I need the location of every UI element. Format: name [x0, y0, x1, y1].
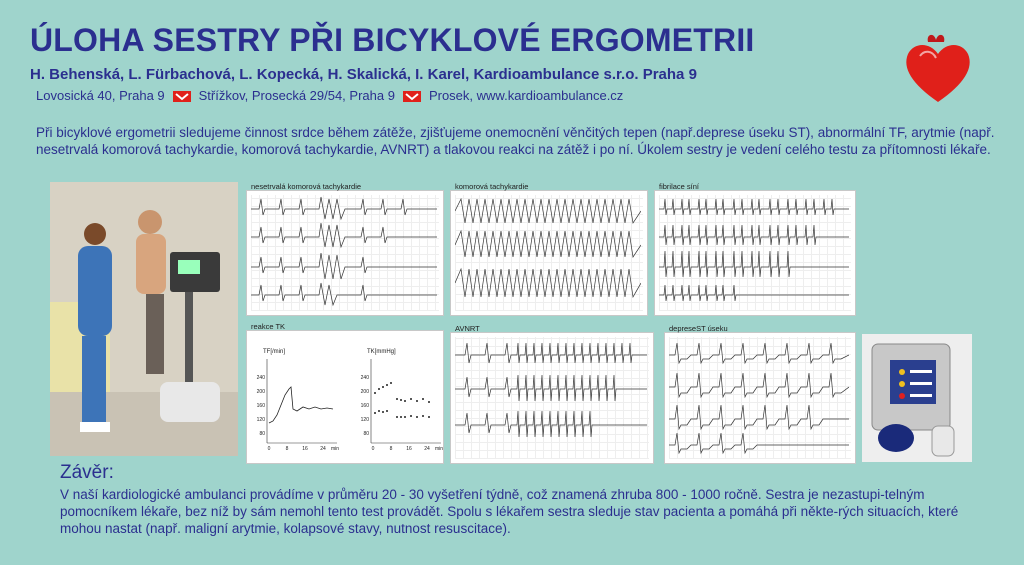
ytick: 200 — [256, 389, 265, 395]
address-part-2: Střížkov, Prosecká 29/54, Praha 9 — [198, 88, 395, 103]
panel-label: AVNRT — [455, 324, 480, 333]
xtick: 0 — [371, 446, 375, 452]
conclusion-heading: Závěr: — [60, 462, 114, 483]
poster-title: ÚLOHA SESTRY PŘI BICYKLOVÉ ERGOMETRII — [30, 22, 755, 58]
ytick: 160 — [360, 403, 369, 409]
ytick: 120 — [256, 417, 265, 423]
yticks-left — [257, 375, 266, 437]
xtick: 8 — [389, 446, 393, 452]
bp-reaction-chart — [247, 331, 443, 463]
ecg-panel-vt — [450, 182, 648, 316]
bp-systolic-points — [374, 382, 430, 403]
conclusion-text: V naší kardiologické ambulanci provádíme v průměru 20 - 30 vyšetření týdně, což znamená zhruba 800 - 1000 ročně. Sestra je nezastupi-telným pomocníkem lékaře, bez níž by sám nemohl tento test provádět. Spolu s lékařem sestra sleduje stav pacienta a pomáhá při někte-rých situacích, které mohou nastat (např. maligní arytmie, kolapsové stavy, nutnost resuscitace). — [60, 487, 959, 536]
yticks-right — [361, 375, 370, 437]
ecg-panel-st-depression — [664, 324, 856, 464]
ytick: 80 — [259, 431, 265, 437]
ytick: 240 — [256, 375, 265, 381]
ecg-panel-avnrt — [450, 324, 654, 464]
ecg-strip — [669, 337, 851, 459]
bp-diastolic-points — [374, 410, 430, 418]
ytick: 120 — [360, 417, 369, 423]
ytick: 200 — [360, 389, 369, 395]
ecg-strip — [455, 337, 649, 459]
address-part-1: Lovosická 40, Praha 9 — [36, 88, 165, 103]
panel-label: fibrilace síní — [659, 182, 700, 191]
ecg-strip — [455, 195, 643, 311]
authors-line: H. Behenská, L. Fürbachová, L. Kopecká, H. Skalická, I. Karel, Kardioambulance s.r.o. Praha 9 — [30, 66, 697, 83]
ytick: 240 — [360, 375, 369, 381]
xtick: 0 — [267, 446, 271, 452]
xtick: 24 — [424, 446, 430, 452]
address-part-3: Prosek, www.kardioambulance.cz — [428, 88, 624, 103]
ecg-panel-af — [654, 182, 856, 316]
left-ylabel: TF[/min] — [263, 349, 285, 355]
ytick: 80 — [363, 431, 369, 437]
ecg-strip — [251, 195, 439, 311]
panel-label: reakce TK — [251, 322, 286, 331]
address-line — [36, 88, 623, 103]
defibrillator-photo — [862, 334, 972, 462]
xtick: 16 — [302, 446, 308, 452]
xticks-right — [372, 446, 443, 452]
xticks-left — [268, 446, 340, 452]
ergometry-photo — [50, 182, 238, 456]
metro-icon — [403, 91, 421, 102]
bp-reaction-panel — [246, 322, 444, 464]
xtick: 24 — [320, 446, 326, 452]
ecg-panel-nsvt — [246, 182, 444, 316]
panel-label: komorová tachykardie — [455, 182, 529, 191]
panel-label: nesetrvalá komorová tachykardie — [251, 182, 362, 191]
heart-logo-icon — [898, 28, 978, 108]
xtick: 16 — [406, 446, 412, 452]
xtick: 8 — [285, 446, 289, 452]
metro-icon — [173, 91, 191, 102]
ecg-strip — [659, 195, 851, 311]
intro-paragraph: Při bicyklové ergometrii sledujeme činnost srdce během zátěže, zjišťujeme onemocnění věnčitých tepen (např.deprese úseku ST), abnormální TF, arytmie (např. nesetrvalá komorová tachykardie, komorová tachykardie, AVNRT) a tlakovou reakci na zátěž i po ní. Úkolem sestry je vedení celého testu za přítomnosti lékaře. — [36, 125, 995, 157]
xunit: min — [330, 446, 340, 452]
ytick: 160 — [256, 403, 265, 409]
right-ylabel: TK[mmHg] — [367, 349, 396, 355]
xunit: min — [434, 446, 443, 452]
heart-rate-line — [269, 387, 333, 423]
panel-label: depreseST úseku — [669, 324, 728, 333]
